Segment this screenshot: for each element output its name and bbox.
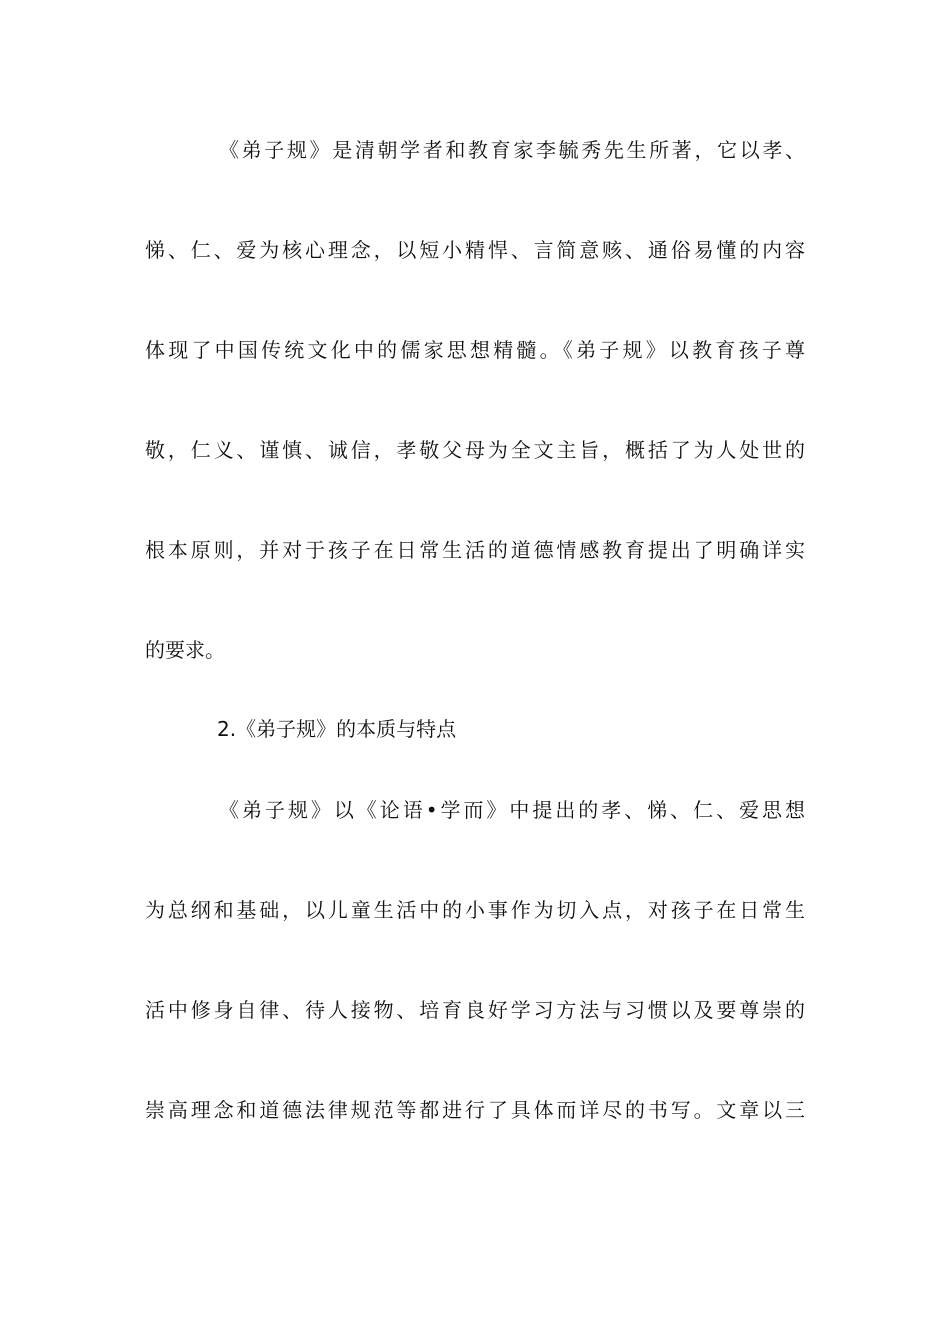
paragraph1-line-1: 《弟子规》是清朝学者和教育家李毓秀先生所著，它以孝、 <box>219 138 805 162</box>
paragraph2-line-3: 活中修身自律、待人接物、培育良好学习方法与习惯以及要尊崇的 <box>145 998 805 1022</box>
paragraph1-line-6: 的要求。 <box>145 638 225 662</box>
paragraph1-line-5: 根本原则，并对于孩子在日常生活的道德情感教育提出了明确详实 <box>145 538 805 562</box>
section-heading: 2.《弟子规》的本质与特点 <box>217 717 457 741</box>
paragraph2-line-2: 为总纲和基础，以儿童生活中的小事作为切入点，对孩子在日常生 <box>145 898 805 922</box>
paragraph2-line-4: 崇高理念和道德法律规范等都进行了具体而详尽的书写。文章以三 <box>145 1098 805 1122</box>
paragraph1-line-3: 体现了中国传统文化中的儒家思想精髓。《弟子规》以教育孩子尊 <box>145 338 805 362</box>
paragraph2-line-1: 《弟子规》以《论语•学而》中提出的孝、悌、仁、爱思想 <box>219 798 805 822</box>
paragraph1-line-4: 敬，仁义、谨慎、诚信，孝敬父母为全文主旨，概括了为人处世的 <box>145 438 805 462</box>
paragraph1-line-2: 悌、仁、爱为核心理念，以短小精悍、言简意赅、通俗易懂的内容 <box>145 238 805 262</box>
